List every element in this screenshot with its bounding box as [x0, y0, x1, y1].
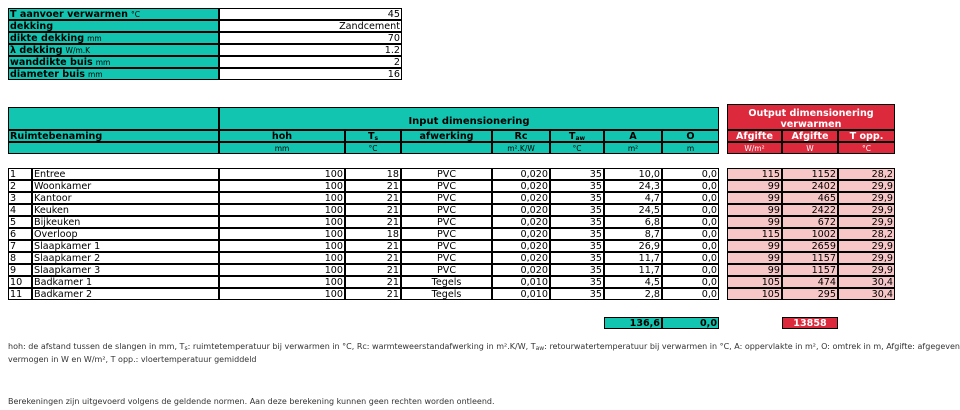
cell-a: 24,3	[604, 180, 662, 192]
cell-w: 2659	[782, 240, 838, 252]
cell-taw: 35	[550, 216, 604, 228]
column-header-6	[604, 130, 662, 142]
cell-taw: 35	[550, 168, 604, 180]
cell-taw: 35	[550, 252, 604, 264]
legend-line-1	[8, 341, 960, 354]
param-label	[8, 44, 219, 56]
cell-taw: 35	[550, 240, 604, 252]
cell-w: 465	[782, 192, 838, 204]
column-unit-3	[401, 142, 492, 154]
cell-ts: 18	[345, 228, 401, 240]
row-number: 8	[8, 252, 32, 264]
cell-w: 672	[782, 216, 838, 228]
cell-rc: 0,020	[492, 264, 550, 276]
cell-ts: 21	[345, 276, 401, 288]
param-label-text: λ dekking	[10, 45, 63, 56]
cell-ts: 21	[345, 288, 401, 300]
cell-ts: 21	[345, 204, 401, 216]
cell-taw: 35	[550, 192, 604, 204]
cell-afw: Tegels	[401, 276, 492, 288]
row-number: 1	[8, 168, 32, 180]
param-label-text: dekking	[10, 21, 54, 32]
column-unit-1: mm	[219, 142, 345, 154]
total-power: 13858	[782, 317, 838, 329]
cell-ts: 21	[345, 192, 401, 204]
cell-wm2: 115	[727, 168, 782, 180]
column-unit-10: °C	[838, 142, 895, 154]
param-unit: mm	[95, 58, 111, 67]
row-number: 7	[8, 240, 32, 252]
param-value: 1.2	[219, 44, 402, 56]
cell-w: 1157	[782, 264, 838, 276]
cell-o: 0,0	[662, 180, 719, 192]
cell-name: Slaapkamer 2	[32, 252, 219, 264]
cell-wm2: 99	[727, 264, 782, 276]
cell-taw: 35	[550, 204, 604, 216]
cell-rc: 0,020	[492, 252, 550, 264]
cell-afw: PVC	[401, 240, 492, 252]
row-number: 2	[8, 180, 32, 192]
param-value: 2	[219, 56, 402, 68]
cell-rc: 0,020	[492, 204, 550, 216]
cell-wm2: 105	[727, 288, 782, 300]
cell-topp: 29,9	[838, 216, 895, 228]
cell-afw: PVC	[401, 228, 492, 240]
cell-o: 0,0	[662, 204, 719, 216]
input-header	[219, 107, 719, 130]
legend-part-2: : ruimtetemperatuur bij verwarmen in °C, Rc: warmteweerstandafwerking in m².K/W, T	[187, 342, 536, 351]
cell-o: 0,0	[662, 264, 719, 276]
cell-wm2: 99	[727, 204, 782, 216]
cell-topp: 28,2	[838, 168, 895, 180]
param-label-text: diameter buis	[10, 69, 85, 80]
total-perimeter: 0,0	[662, 317, 719, 329]
param-value: 70	[219, 32, 402, 44]
legend-sub-s: s	[184, 345, 188, 352]
cell-name: Keuken	[32, 204, 219, 216]
column-label: A	[629, 131, 637, 142]
cell-rc: 0,020	[492, 216, 550, 228]
column-header-10	[838, 130, 895, 142]
cell-a: 24,5	[604, 204, 662, 216]
cell-o: 0,0	[662, 192, 719, 204]
cell-afw: Tegels	[401, 288, 492, 300]
cell-hoh: 100	[219, 192, 345, 204]
column-header-2	[345, 130, 401, 142]
total-area: 136,6	[604, 317, 662, 329]
column-label: Afgifte	[791, 131, 829, 142]
cell-a: 4,5	[604, 276, 662, 288]
cell-o: 0,0	[662, 240, 719, 252]
column-sub: aw	[575, 135, 586, 142]
param-unit: °C	[130, 10, 140, 19]
row-number: 9	[8, 264, 32, 276]
cell-hoh: 100	[219, 180, 345, 192]
cell-hoh: 100	[219, 168, 345, 180]
cell-topp: 29,9	[838, 192, 895, 204]
column-label: Afgifte	[735, 131, 774, 142]
cell-a: 4,7	[604, 192, 662, 204]
column-label: afwerking	[419, 131, 474, 142]
column-header-7	[662, 130, 719, 142]
param-label-text: T aanvoer verwarmen	[10, 9, 128, 20]
legend-line-2: vermogen in W en W/m², T opp.: vloertemperatuur gemiddeld	[8, 355, 257, 364]
cell-o: 0,0	[662, 252, 719, 264]
cell-taw: 35	[550, 276, 604, 288]
cell-afw: PVC	[401, 216, 492, 228]
cell-hoh: 100	[219, 204, 345, 216]
cell-rc: 0,020	[492, 180, 550, 192]
cell-w: 295	[782, 288, 838, 300]
cell-afw: PVC	[401, 168, 492, 180]
cell-taw: 35	[550, 228, 604, 240]
cell-w: 474	[782, 276, 838, 288]
row-number: 11	[8, 288, 32, 300]
column-label: O	[686, 131, 695, 142]
legend-part-1: hoh: de afstand tussen de slangen in mm, T	[8, 342, 185, 351]
column-label: Rc	[514, 131, 528, 142]
legend-note	[8, 341, 960, 365]
column-header-5	[550, 130, 604, 142]
cell-topp: 29,9	[838, 264, 895, 276]
column-label: T opp.	[849, 131, 884, 142]
cell-o: 0,0	[662, 276, 719, 288]
column-label: Ruimtebenaming	[10, 131, 103, 142]
cell-wm2: 99	[727, 252, 782, 264]
cell-topp: 30,4	[838, 288, 895, 300]
cell-rc: 0,020	[492, 168, 550, 180]
cell-hoh: 100	[219, 228, 345, 240]
cell-topp: 29,9	[838, 240, 895, 252]
column-unit-8: W/m²	[727, 142, 782, 154]
column-header-8	[727, 130, 782, 142]
cell-name: Kantoor	[32, 192, 219, 204]
column-unit-5: °C	[550, 142, 604, 154]
cell-name: Badkamer 2	[32, 288, 219, 300]
cell-wm2: 99	[727, 216, 782, 228]
row-number: 10	[8, 276, 32, 288]
cell-ts: 21	[345, 216, 401, 228]
param-unit: mm	[87, 34, 102, 43]
param-value: Zandcement	[219, 20, 402, 32]
input-title: Input dimensionering	[408, 116, 530, 127]
cell-hoh: 100	[219, 252, 345, 264]
param-label-text: dikte dekking	[10, 33, 85, 44]
cell-ts: 18	[345, 168, 401, 180]
row-number: 4	[8, 204, 32, 216]
legend-part-3: : retourwatertemperatuur bij verwarmen in °C, A: oppervlakte in m², O: omtrek in m, Afgifte: afgegeven	[544, 342, 960, 351]
cell-wm2: 105	[727, 276, 782, 288]
cell-afw: PVC	[401, 192, 492, 204]
column-unit-4: m².K/W	[492, 142, 550, 154]
cell-taw: 35	[550, 264, 604, 276]
param-label-text: wanddikte buis	[10, 57, 93, 68]
cell-rc: 0,020	[492, 192, 550, 204]
cell-ts: 21	[345, 240, 401, 252]
cell-w: 1002	[782, 228, 838, 240]
column-label: hoh	[271, 131, 293, 142]
column-header-3	[401, 130, 492, 142]
cell-name: Entree	[32, 168, 219, 180]
cell-o: 0,0	[662, 228, 719, 240]
column-unit-7: m	[662, 142, 719, 154]
cell-ts: 21	[345, 264, 401, 276]
cell-topp: 29,9	[838, 180, 895, 192]
cell-a: 2,8	[604, 288, 662, 300]
cell-rc: 0,010	[492, 276, 550, 288]
cell-hoh: 100	[219, 288, 345, 300]
input-header-left	[8, 107, 219, 130]
cell-o: 0,0	[662, 216, 719, 228]
param-label	[8, 20, 219, 32]
cell-wm2: 99	[727, 192, 782, 204]
cell-name: Overloop	[32, 228, 219, 240]
cell-w: 2422	[782, 204, 838, 216]
row-number: 5	[8, 216, 32, 228]
cell-topp: 28,2	[838, 228, 895, 240]
row-number: 6	[8, 228, 32, 240]
cell-hoh: 100	[219, 276, 345, 288]
cell-afw: PVC	[401, 252, 492, 264]
cell-a: 8,7	[604, 228, 662, 240]
cell-o: 0,0	[662, 168, 719, 180]
row-number: 3	[8, 192, 32, 204]
cell-taw: 35	[550, 288, 604, 300]
param-label	[8, 68, 219, 80]
cell-rc: 0,020	[492, 240, 550, 252]
cell-topp: 29,9	[838, 252, 895, 264]
cell-w: 1152	[782, 168, 838, 180]
cell-afw: PVC	[401, 264, 492, 276]
column-header-4	[492, 130, 550, 142]
cell-a: 26,9	[604, 240, 662, 252]
cell-hoh: 100	[219, 216, 345, 228]
param-label	[8, 56, 219, 68]
cell-rc: 0,020	[492, 228, 550, 240]
legend-sub-aw: aw	[535, 345, 545, 352]
param-unit: W/m.K	[65, 46, 91, 55]
column-header-1	[219, 130, 345, 142]
cell-a: 6,8	[604, 216, 662, 228]
cell-hoh: 100	[219, 264, 345, 276]
output-title: Output dimensionering verwarmen	[748, 108, 874, 130]
column-unit-6: m²	[604, 142, 662, 154]
cell-w: 2402	[782, 180, 838, 192]
cell-wm2: 99	[727, 180, 782, 192]
cell-o: 0,0	[662, 288, 719, 300]
cell-w: 1157	[782, 252, 838, 264]
cell-name: Woonkamer	[32, 180, 219, 192]
cell-hoh: 100	[219, 240, 345, 252]
column-header-0	[8, 130, 219, 142]
cell-name: Bijkeuken	[32, 216, 219, 228]
cell-a: 10,0	[604, 168, 662, 180]
column-sub: s	[374, 135, 379, 142]
cell-afw: PVC	[401, 180, 492, 192]
cell-ts: 21	[345, 180, 401, 192]
cell-topp: 29,9	[838, 204, 895, 216]
column-unit-2: °C	[345, 142, 401, 154]
cell-ts: 21	[345, 252, 401, 264]
param-value: 45	[219, 8, 402, 20]
column-label: T	[367, 131, 375, 142]
cell-name: Slaapkamer 1	[32, 240, 219, 252]
cell-a: 11,7	[604, 264, 662, 276]
cell-wm2: 99	[727, 240, 782, 252]
column-unit-9: W	[782, 142, 838, 154]
cell-afw: PVC	[401, 204, 492, 216]
column-unit-0	[8, 142, 219, 154]
column-header-9	[782, 130, 838, 142]
param-unit: mm	[88, 70, 103, 79]
disclaimer: Berekeningen zijn uitgevoerd volgens de geldende normen. Aan deze berekening kunnen geen rechten worden ontleend.	[8, 397, 495, 406]
cell-rc: 0,010	[492, 288, 550, 300]
param-value: 16	[219, 68, 402, 80]
param-label	[8, 8, 219, 20]
cell-name: Badkamer 1	[32, 276, 219, 288]
cell-wm2: 115	[727, 228, 782, 240]
cell-a: 11,7	[604, 252, 662, 264]
param-label	[8, 32, 219, 44]
cell-taw: 35	[550, 180, 604, 192]
cell-name: Slaapkamer 3	[32, 264, 219, 276]
output-header	[727, 104, 895, 130]
cell-topp: 30,4	[838, 276, 895, 288]
column-label: T	[568, 131, 576, 142]
